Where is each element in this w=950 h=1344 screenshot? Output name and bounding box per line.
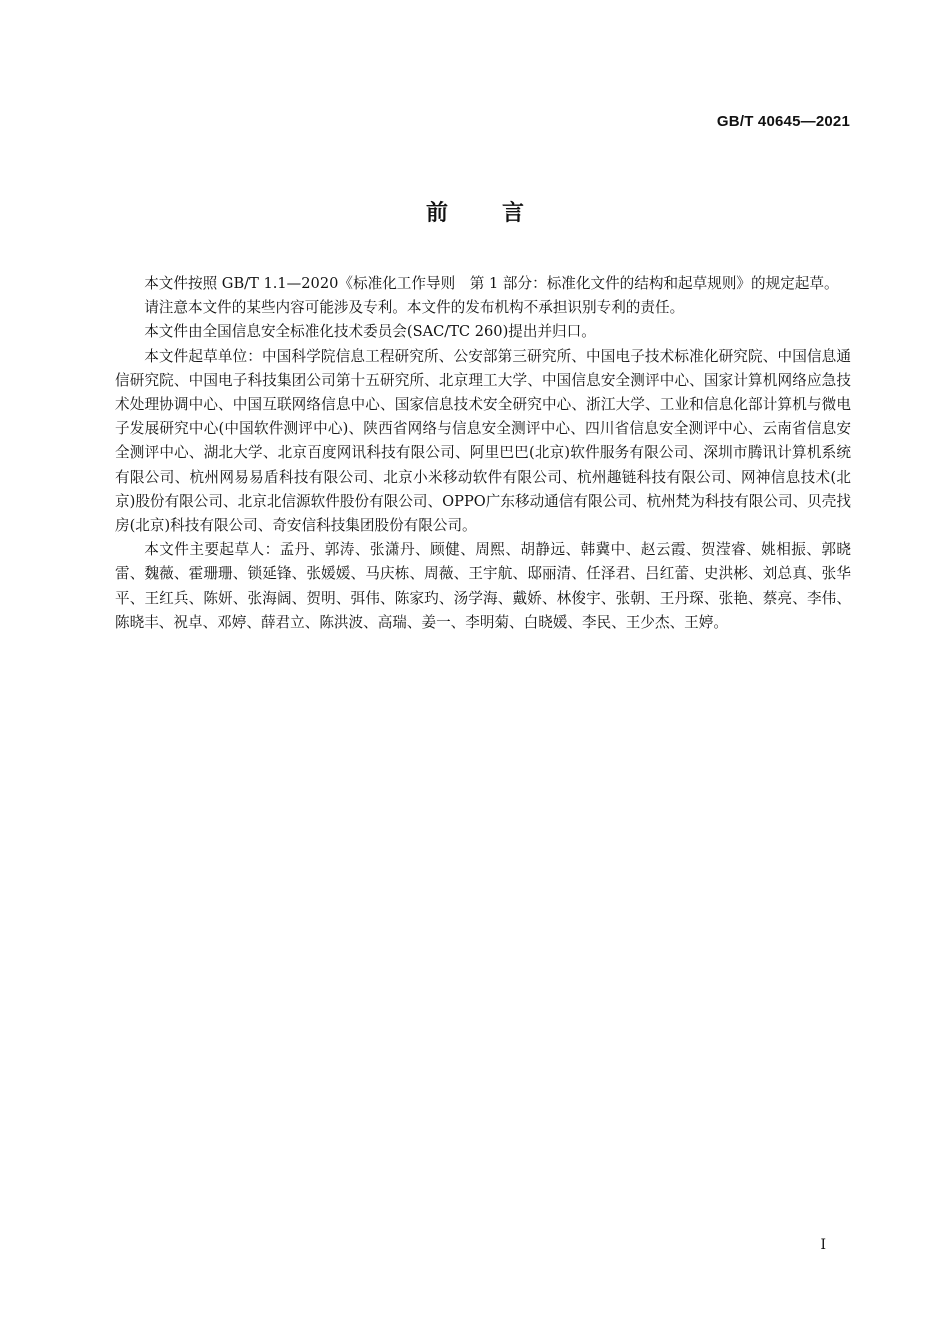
paragraph-drafting-units: 本文件起草单位：中国科学院信息工程研究所、公安部第三研究所、中国电子技术标准化研究院、中国信息通信研究院、中国电子科技集团公司第十五研究所、北京理工大学、中国信息安全测评中心、国家计算机网络应急技术处理协调中心、中国互联网络信息中心、国家信息技术安全研究中心、浙江大学、工业和信息化部计算机与微电子发展研究中心(中国软件测评中心)、陕西省网络与信息安全测评中心、四川省信息安全测评中心、云南省信息安全测评中心、湖北大学、北京百度网讯科技有限公司、阿里巴巴(北京)软件服务有限公司、深圳市腾讯计算机系统有限公司、杭州网易易盾科技有限公司、北京小米移动软件有限公司、杭州趣链科技有限公司、网神信息技术(北京)股份有限公司、北京北信源软件股份有限公司、OPPO广东移动通信有限公司、杭州梵为科技有限公司、贝壳找房(北京)科技有限公司、奇安信科技集团股份有限公司。 [115, 347, 851, 535]
paragraph-drafters: 本文件主要起草人：孟丹、郭涛、张潇丹、顾健、周熙、胡静远、韩冀中、赵云霞、贺滢睿、姚相振、郭晓雷、魏薇、霍珊珊、锁延锋、张媛媛、马庆栋、周薇、王宇航、邸丽清、任泽君、吕红蕾、史洪彬、刘总真、张华平、王红兵、陈妍、张海阔、贺明、弭伟、陈家玓、汤学海、戴娇、林俊宇、张朝、王丹琛、张艳、蔡亮、李伟、陈晓丰、祝卓、邓婷、薛君立、陈洪波、高瑞、姜一、李明菊、白晓媛、李民、王少杰、王婷。 [115, 541, 851, 631]
page-number: I [820, 1237, 826, 1253]
page-title: 前言 [425, 201, 578, 226]
foreword-body [115, 272, 851, 635]
paragraph-drafting-rules: 本文件按照 GB/T 1.1—2020《标准化工作导则 第 1 部分：标准化文件的结构和起草规则》的规定起草。 [144, 275, 839, 292]
paragraph-proposer: 本文件由全国信息安全标准化技术委员会(SAC/TC 260)提出并归口。 [144, 323, 596, 341]
paragraph-patent-notice: 请注意本文件的某些内容可能涉及专利。本文件的发布机构不承担识别专利的责任。 [144, 299, 685, 317]
standard-code: GB/T 40645—2021 [716, 113, 850, 130]
